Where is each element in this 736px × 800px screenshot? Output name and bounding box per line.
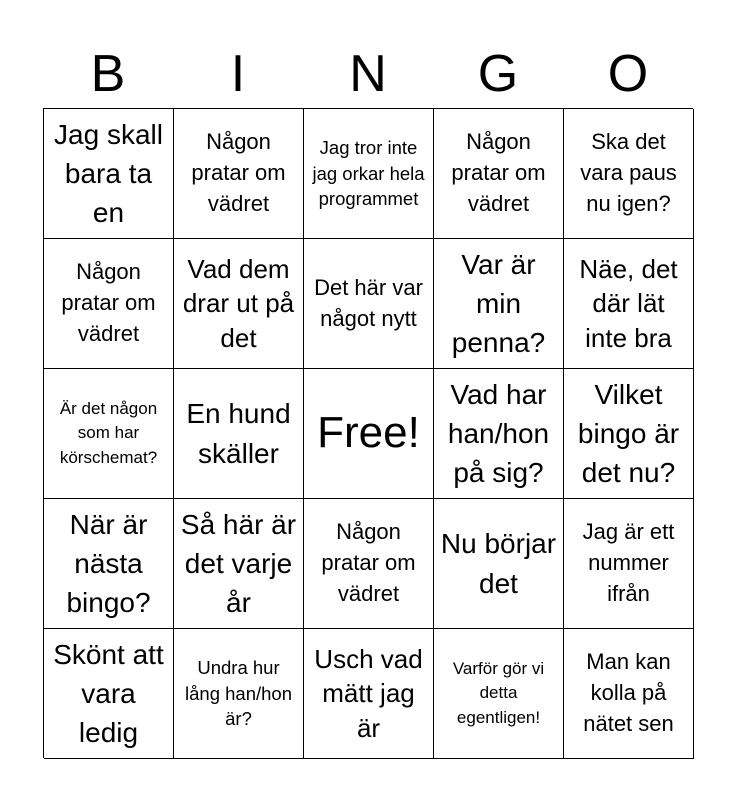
bingo-cell[interactable] — [44, 499, 174, 629]
header-letter-n: N — [349, 45, 387, 103]
bingo-cell-text: Någon pratar om vädret — [61, 259, 156, 346]
bingo-cell[interactable] — [304, 499, 434, 629]
bingo-cell-text: Varför gör vi detta egentligen! — [452, 658, 545, 727]
bingo-cell[interactable] — [304, 239, 434, 369]
bingo-cell[interactable] — [434, 109, 564, 239]
bingo-cell-text: Näe, det där lät inte bra — [579, 254, 678, 353]
bingo-cell-text: Jag är ett nummer ifrån — [582, 519, 675, 606]
bingo-cell-text: Vad dem drar ut på det — [182, 254, 295, 353]
bingo-cell[interactable] — [434, 629, 564, 759]
bingo-cell[interactable] — [564, 239, 694, 369]
bingo-cell[interactable] — [564, 499, 694, 629]
bingo-cell[interactable] — [44, 629, 174, 759]
bingo-cell-text: När är nästa bingo? — [66, 508, 151, 619]
header-letter-o: O — [607, 45, 649, 103]
header-letter-b: B — [90, 45, 126, 103]
bingo-cell[interactable] — [44, 239, 174, 369]
bingo-cell[interactable] — [564, 109, 694, 239]
bingo-cell[interactable] — [564, 369, 694, 499]
bingo-cell-text: Nu börjar det — [440, 528, 557, 599]
bingo-cell-text: Vad har han/hon på sig? — [447, 378, 550, 489]
bingo-cell-text: Så här är det varje år — [180, 508, 297, 619]
bingo-cell[interactable] — [174, 369, 304, 499]
bingo-cell-text: Undra hur lång han/hon är? — [185, 656, 292, 730]
bingo-cell-text: En hund skäller — [186, 398, 291, 469]
bingo-cell[interactable] — [304, 109, 434, 239]
bingo-cell-text: Någon pratar om vädret — [191, 129, 286, 216]
bingo-cell-text: Jag tror inte jag orkar hela programmet — [312, 136, 425, 210]
free-space[interactable] — [304, 369, 434, 499]
bingo-cell[interactable] — [174, 239, 304, 369]
bingo-cell[interactable] — [564, 629, 694, 759]
free-space-text: Free! — [317, 408, 420, 458]
bingo-cell[interactable] — [174, 629, 304, 759]
bingo-cell[interactable] — [304, 629, 434, 759]
bingo-cell-text: Usch vad mätt jag är — [314, 644, 423, 743]
bingo-cell[interactable] — [174, 499, 304, 629]
bingo-cell[interactable] — [174, 109, 304, 239]
bingo-cell-text: Är det någon som har körschemat? — [59, 398, 158, 467]
bingo-board — [43, 108, 693, 758]
header-letter-i: I — [230, 45, 246, 103]
bingo-cell-text: Skönt att vara ledig — [53, 638, 164, 749]
bingo-cell[interactable] — [434, 499, 564, 629]
bingo-cell-text: Någon pratar om vädret — [321, 519, 416, 606]
bingo-cell[interactable] — [44, 109, 174, 239]
bingo-cell-text: Var är min penna? — [451, 248, 546, 359]
bingo-cell-text: Det här var något nytt — [314, 274, 423, 331]
bingo-cell-text: Någon pratar om vädret — [451, 129, 546, 216]
bingo-cell-text: Ska det vara paus nu igen? — [580, 129, 677, 216]
bingo-cell-text: Man kan kolla på nätet sen — [583, 649, 674, 736]
bingo-header — [43, 40, 693, 108]
bingo-cell-text: Jag skall bara ta en — [54, 118, 163, 229]
bingo-cell-text: Vilket bingo är det nu? — [577, 378, 680, 489]
bingo-cell[interactable] — [44, 369, 174, 499]
header-letter-g: G — [477, 45, 519, 103]
bingo-cell[interactable] — [434, 369, 564, 499]
bingo-cell[interactable] — [434, 239, 564, 369]
